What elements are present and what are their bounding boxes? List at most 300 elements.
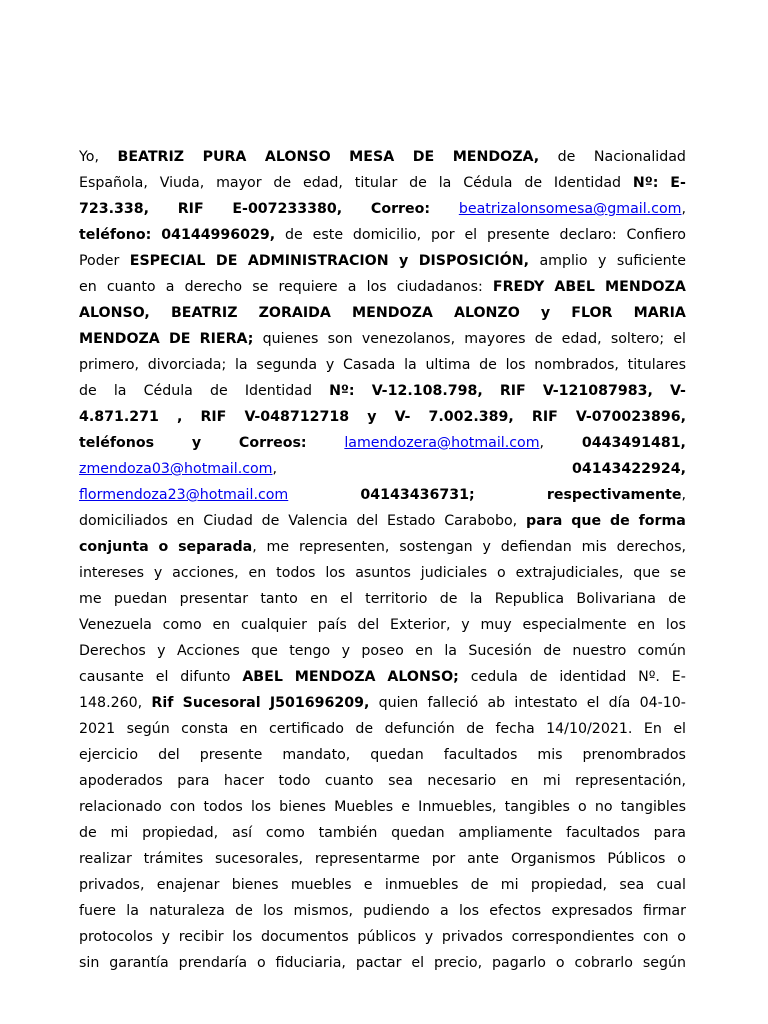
word-group — [582, 430, 686, 456]
word-group — [79, 898, 116, 924]
word: V-048712718 — [244, 409, 350, 425]
word: defiendan — [500, 539, 572, 555]
text-line — [79, 482, 686, 508]
word-group — [79, 248, 119, 274]
word: Cédula — [463, 175, 513, 191]
word-group — [413, 144, 434, 170]
word-group — [543, 638, 561, 664]
word-group — [399, 534, 472, 560]
word-group — [677, 846, 686, 872]
word-group — [677, 924, 686, 950]
word-group — [340, 586, 353, 612]
word-group — [289, 638, 330, 664]
word-group — [144, 378, 193, 404]
word: garantía — [109, 955, 169, 971]
word: o — [677, 929, 686, 945]
word: Bolivariana — [576, 591, 656, 607]
text-line — [79, 794, 686, 820]
word: Sucesoral — [182, 695, 261, 711]
word: ejercicio — [79, 747, 139, 763]
word: sea — [619, 877, 645, 893]
word-group — [260, 586, 298, 612]
word: trámites — [143, 851, 204, 867]
word-group — [111, 820, 129, 846]
word: o — [256, 955, 266, 971]
word: de — [470, 877, 489, 893]
word: de — [534, 331, 553, 347]
word: Ciudad — [203, 513, 253, 529]
word: FLOR — [571, 305, 613, 321]
word: son — [327, 331, 353, 347]
word: quien — [378, 695, 419, 711]
word-group — [643, 950, 686, 976]
word-group — [459, 898, 479, 924]
text-line — [79, 898, 686, 924]
word: necesario — [427, 773, 497, 789]
word: E- — [671, 669, 686, 685]
word: teléfonos — [79, 435, 155, 451]
word: cedula — [470, 669, 518, 685]
word: como — [265, 825, 305, 841]
word: judiciales — [420, 565, 488, 581]
word-group — [144, 846, 204, 872]
word-group — [114, 378, 127, 404]
word-group — [149, 898, 225, 924]
word-group — [158, 742, 180, 768]
word-group — [161, 222, 275, 248]
word: DISPOSICIÓN, — [418, 253, 529, 269]
word-group — [245, 378, 312, 404]
word-group — [421, 560, 487, 586]
word-group — [610, 508, 630, 534]
word-group — [178, 534, 257, 560]
word: V-121087983, — [542, 383, 653, 399]
word: Exterior, — [390, 617, 451, 633]
word-group — [180, 664, 230, 690]
word: de — [543, 643, 562, 659]
word-group — [79, 612, 152, 638]
word-group — [224, 768, 264, 794]
word: pactar — [355, 955, 402, 971]
email-link[interactable]: lamendozera@hotmail.com — [344, 435, 540, 451]
word-group — [621, 794, 686, 820]
word-group — [148, 352, 226, 378]
word-group — [390, 612, 450, 638]
word: edad, — [302, 175, 343, 191]
word: públicos — [357, 929, 417, 945]
email-link[interactable]: zmendoza03@hotmail.com — [79, 461, 273, 477]
word: e — [363, 877, 373, 893]
word: la — [469, 591, 483, 607]
word-group — [537, 742, 562, 768]
word-group — [459, 196, 686, 222]
word: la — [438, 175, 452, 191]
word: 148.260, — [79, 695, 143, 711]
word-group — [500, 378, 526, 404]
word: realizar — [79, 851, 132, 867]
word-group — [363, 898, 429, 924]
word: representen, — [298, 539, 390, 555]
word: MENDOZA, — [452, 149, 540, 165]
word: Nº: — [329, 383, 355, 399]
word: muebles — [290, 877, 352, 893]
word-group — [79, 950, 99, 976]
text-line — [79, 352, 686, 378]
word-group — [216, 248, 237, 274]
word-group — [267, 534, 290, 560]
word: falleció — [427, 695, 479, 711]
word-group — [79, 170, 148, 196]
word-group — [397, 274, 483, 300]
word: primero, — [79, 357, 140, 373]
word-group — [241, 612, 307, 638]
word-group — [611, 326, 664, 352]
word-group — [361, 638, 404, 664]
word: ALONSO; — [387, 669, 459, 685]
word: protocolos — [79, 929, 153, 945]
word: me — [266, 539, 290, 555]
word-group — [185, 274, 242, 300]
word: 0443491481, — [581, 435, 686, 451]
word-group — [566, 820, 640, 846]
text-line — [79, 326, 686, 352]
word-group — [609, 690, 631, 716]
word-group — [670, 378, 686, 404]
word: Inmuebles, — [418, 799, 497, 815]
word: sin — [79, 955, 100, 971]
word: ALONZO — [453, 305, 520, 321]
word: consta — [181, 721, 229, 737]
word-group — [79, 690, 142, 716]
word: Muebles — [334, 799, 394, 815]
word-group — [343, 352, 395, 378]
word: en — [239, 721, 258, 737]
word-group — [362, 326, 455, 352]
word: 04144996029, — [161, 227, 276, 243]
word-group — [200, 326, 254, 352]
word: presente — [199, 747, 263, 763]
word: facultados — [566, 825, 640, 841]
word: 2021 — [79, 721, 116, 737]
word: 04143436731; — [360, 487, 475, 503]
word: mayor — [216, 175, 262, 191]
word-group — [385, 872, 459, 898]
word: BEATRIZ — [170, 305, 238, 321]
word-group — [232, 196, 342, 222]
word-group — [511, 846, 596, 872]
word-group — [355, 716, 373, 742]
word: BEATRIZ — [117, 149, 185, 165]
text-line — [79, 144, 686, 170]
word-group — [299, 534, 389, 560]
text-line — [79, 924, 686, 950]
word-group — [162, 924, 170, 950]
word-group — [127, 716, 170, 742]
word-group — [303, 170, 343, 196]
word-group — [183, 690, 261, 716]
word-group — [326, 352, 334, 378]
word: E- — [670, 175, 686, 191]
word-group — [432, 846, 456, 872]
text-line — [79, 612, 686, 638]
word-group — [558, 144, 576, 170]
word: nombrados, — [534, 357, 619, 373]
word-group — [107, 274, 156, 300]
word: privados — [441, 929, 503, 945]
word: suficiente — [616, 253, 686, 269]
word: domiciliados — [79, 513, 168, 529]
word: presente — [486, 227, 550, 243]
word-group — [293, 898, 353, 924]
word-group — [181, 716, 228, 742]
word: mismos, — [293, 903, 353, 919]
word-group — [605, 274, 686, 300]
word-group — [543, 768, 561, 794]
word: mi — [110, 825, 129, 841]
word-group — [429, 404, 514, 430]
word: Derechos — [79, 643, 146, 659]
word: Poder — [79, 253, 120, 269]
word: por — [431, 227, 455, 243]
word: los — [232, 929, 253, 945]
word: los — [458, 903, 479, 919]
word-group — [395, 404, 411, 430]
word: V-12.108.798, — [371, 383, 483, 399]
word: país — [317, 617, 347, 633]
word-group — [531, 872, 607, 898]
word: y — [153, 565, 163, 581]
word-group — [235, 352, 248, 378]
word: sea — [388, 773, 413, 789]
word-group — [493, 274, 544, 300]
word-group — [543, 378, 653, 404]
word: Identidad — [553, 175, 622, 191]
word: en — [637, 617, 656, 633]
word-group — [559, 664, 626, 690]
word: respectivamente — [546, 487, 682, 503]
word-group — [342, 638, 350, 664]
word: domicilio, — [352, 227, 422, 243]
word: el — [411, 955, 425, 971]
word-group — [357, 924, 416, 950]
word: ante — [467, 851, 500, 867]
word: Nacionalidad — [593, 149, 686, 165]
email-link[interactable]: flormendoza23@hotmail.com — [79, 487, 289, 503]
word-group — [554, 274, 595, 300]
word: Española, — [79, 175, 148, 191]
word: puedan — [113, 591, 168, 607]
word: FREDY — [492, 279, 545, 295]
word-group — [576, 404, 686, 430]
word: de — [355, 721, 374, 737]
word-group — [495, 586, 564, 612]
word-group — [372, 378, 483, 404]
word-group — [279, 794, 326, 820]
word-group — [79, 534, 149, 560]
word: en — [176, 513, 195, 529]
word-group — [248, 248, 389, 274]
word: ZORAIDA — [258, 305, 331, 321]
text-line — [79, 222, 686, 248]
email-link[interactable]: beatrizalonsomesa@gmail.com — [458, 201, 682, 217]
word: cuanto — [324, 773, 374, 789]
word-group — [313, 222, 343, 248]
word: , — [272, 461, 278, 477]
word: 4.871.271 — [79, 409, 159, 425]
word-group — [192, 430, 201, 456]
word: divorciada; — [147, 357, 227, 373]
word: de — [261, 513, 280, 529]
word: cualquier — [240, 617, 307, 633]
text-line — [79, 274, 686, 300]
text-line — [79, 690, 686, 716]
word: no — [594, 799, 613, 815]
word: Correos: — [238, 435, 307, 451]
word: de — [409, 175, 427, 191]
word-group — [358, 612, 380, 638]
word: como — [162, 617, 202, 633]
word: MESA — [349, 149, 395, 165]
word-group — [467, 846, 499, 872]
word-group — [487, 222, 550, 248]
word: ALONSO — [264, 149, 331, 165]
word: a — [165, 279, 175, 295]
word-group — [461, 612, 469, 638]
word-group — [177, 638, 240, 664]
word-group — [200, 742, 263, 768]
word-group — [387, 664, 458, 690]
word: certificado — [268, 721, 344, 737]
word: o — [555, 955, 565, 971]
word-group — [501, 872, 519, 898]
word: los — [505, 357, 526, 373]
word: según — [642, 955, 686, 971]
word: en — [310, 591, 328, 607]
word: día — [608, 695, 631, 711]
word: y — [367, 409, 377, 425]
word: Organismos — [510, 851, 596, 867]
word: y — [540, 305, 551, 321]
word-group — [670, 170, 686, 196]
word: y — [482, 539, 491, 555]
word: requiere — [278, 279, 338, 295]
word-group — [244, 404, 349, 430]
word-group — [159, 534, 169, 560]
word-group — [551, 898, 632, 924]
word: , — [539, 435, 545, 451]
word: los — [665, 617, 686, 633]
word: o — [578, 799, 587, 815]
word-group — [582, 534, 607, 560]
word: pagarlo — [492, 955, 546, 971]
word-group — [364, 872, 373, 898]
word-group — [643, 924, 668, 950]
word: 7.002.389, — [428, 409, 514, 425]
word: todo — [278, 773, 311, 789]
word: Casada — [342, 357, 396, 373]
word: mayores — [464, 331, 526, 347]
text-line — [79, 638, 686, 664]
word-group — [154, 560, 162, 586]
word: se — [252, 279, 269, 295]
word-group — [672, 664, 686, 690]
word: representación, — [575, 773, 686, 789]
word-group — [179, 950, 247, 976]
word: Públicos — [607, 851, 666, 867]
word: venezolanos, — [361, 331, 456, 347]
word-group — [560, 222, 617, 248]
word: en — [415, 643, 433, 659]
word: Carabobo, — [444, 513, 518, 529]
word-group — [291, 872, 352, 898]
word: la — [404, 357, 417, 373]
word: ESPECIAL — [129, 253, 206, 269]
word-group — [468, 638, 532, 664]
word: apoderados — [79, 773, 163, 789]
word: Acciones — [176, 643, 240, 659]
word-group — [142, 820, 218, 846]
word-group — [388, 768, 413, 794]
word: prenombrados — [582, 747, 686, 763]
word: quedan — [370, 747, 424, 763]
word: , — [176, 409, 183, 425]
word: que — [251, 643, 278, 659]
word: Identidad — [244, 383, 312, 399]
word-group — [673, 716, 686, 742]
word-group — [273, 170, 291, 196]
word: de — [79, 825, 97, 841]
word: presentar — [179, 591, 249, 607]
word-group — [587, 690, 600, 716]
word: cobrarlo — [574, 955, 633, 971]
word: el — [340, 591, 353, 607]
word-group — [440, 586, 458, 612]
word: V-070023896, — [575, 409, 686, 425]
word-group — [325, 768, 374, 794]
text-line — [79, 664, 686, 690]
word-group — [310, 586, 328, 612]
word-group — [401, 794, 410, 820]
word-group — [285, 222, 303, 248]
word: prendaría — [178, 955, 248, 971]
word-group — [505, 794, 570, 820]
word-group — [431, 222, 455, 248]
word: MENDOZA — [352, 305, 433, 321]
word-group — [673, 326, 686, 352]
word-group — [180, 586, 248, 612]
word: se — [669, 565, 686, 581]
word: tangibles — [504, 799, 570, 815]
word: en — [79, 279, 97, 295]
word-group — [261, 924, 349, 950]
word-group — [266, 820, 305, 846]
word-group — [126, 898, 139, 924]
word: sucesorales, — [214, 851, 304, 867]
word: identidad — [559, 669, 627, 685]
word-group — [242, 664, 283, 690]
word-group — [349, 144, 394, 170]
text-line — [79, 404, 686, 430]
word: de — [529, 669, 548, 685]
word: facultados — [443, 747, 518, 763]
text-line — [79, 846, 686, 872]
word-group — [329, 378, 355, 404]
word: poseo — [361, 643, 404, 659]
word-group — [487, 690, 505, 716]
word: naturaleza — [149, 903, 225, 919]
word-group — [479, 352, 497, 378]
word: ABEL — [554, 279, 595, 295]
